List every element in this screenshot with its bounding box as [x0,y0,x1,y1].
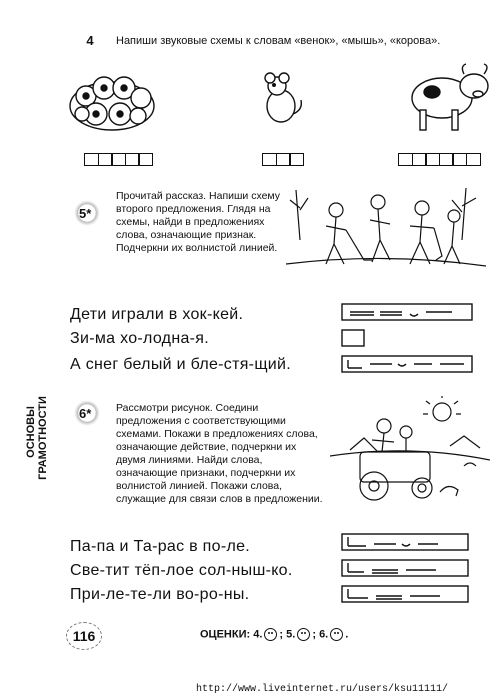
source-url[interactable]: http://www.liveinternet.ru/users/ksu11111/ [196,684,449,695]
task5-sentence-1: Дети играли в хок-кей. [70,306,244,323]
children-hockey-illustration [286,180,486,280]
grades-row: ОЦЕНКИ: 4. ; 5. ; 6. . [200,628,349,641]
task5-sentence-3: А снег белый и бле-стя-щий. [70,356,291,373]
page-number: 116 [72,628,96,644]
sound-scheme-mysh[interactable] [262,153,303,166]
scheme-box-2 [342,560,468,576]
task6-number-wrap [79,405,91,423]
mouse-icon [257,70,307,126]
page-number-badge [66,622,102,650]
task6-schemes[interactable] [340,532,476,608]
grade-5-label: 5. [286,628,296,641]
sound-cell[interactable] [289,153,304,166]
task6-number: 6* [79,406,92,421]
task6-sentence-1: Па-па и Та-рас в по-ле. [70,538,251,555]
task5-text: Прочитай рассказ. Напиши схему второго предложения. Глядя на схемы, найди в предложениях слова, означающие признак. Подчеркни их волнистой линией. [116,190,281,254]
sound-scheme-korova[interactable] [398,153,479,166]
scheme-box-1 [342,534,468,550]
task4-number-badge [78,28,102,52]
sound-cell[interactable] [138,153,153,166]
task5-schemes[interactable] [340,302,476,374]
grades-label: ОЦЕНКИ: [200,628,251,641]
scheme-box-2 [342,330,364,346]
sidebar-line-1: ОСНОВЫ [25,406,37,458]
sidebar-section-title-2 [30,388,56,488]
smiley-icon[interactable] [297,628,310,641]
task4-text: Напиши звуковые схемы к словам «венок», «мышь», «корова». [116,35,441,47]
grade-4-label: 4. [253,628,263,641]
sun-icon [433,403,451,421]
task5-number: 5* [79,206,92,221]
scheme-box-3 [342,586,468,602]
flower-wreath-icon [66,66,158,134]
smiley-icon[interactable] [330,628,343,641]
task5-number-wrap [79,205,91,223]
task6-sentence-2: Све-тит тёп-лое сол-ныш-ко. [70,562,293,579]
sound-scheme-venok[interactable] [84,153,152,166]
sound-cell[interactable] [466,153,481,166]
sidebar-line-2: ГРАМОТНОСТИ [37,396,49,480]
task6-text: Рассмотри рисунок. Соедини предложения с соответствующими схемами. Покажи в предложениях слова, означающие действие, подчеркни их двумя линиями. Найди слова, означающие признаки, подчеркни их волнистой линией. Покажи слова, служащие для связи слов в предложении. [116,402,323,505]
task5-sentence-2: Зи-ма хо-лодна-я. [70,330,209,347]
cow-icon [404,60,496,134]
smiley-icon[interactable] [264,628,277,641]
grade-6-label: 6. [319,628,329,641]
task6-sentence-3: При-ле-те-ли во-ро-ны. [70,586,250,603]
task4-number: 4 [86,32,94,48]
tractor-illustration [330,396,490,506]
